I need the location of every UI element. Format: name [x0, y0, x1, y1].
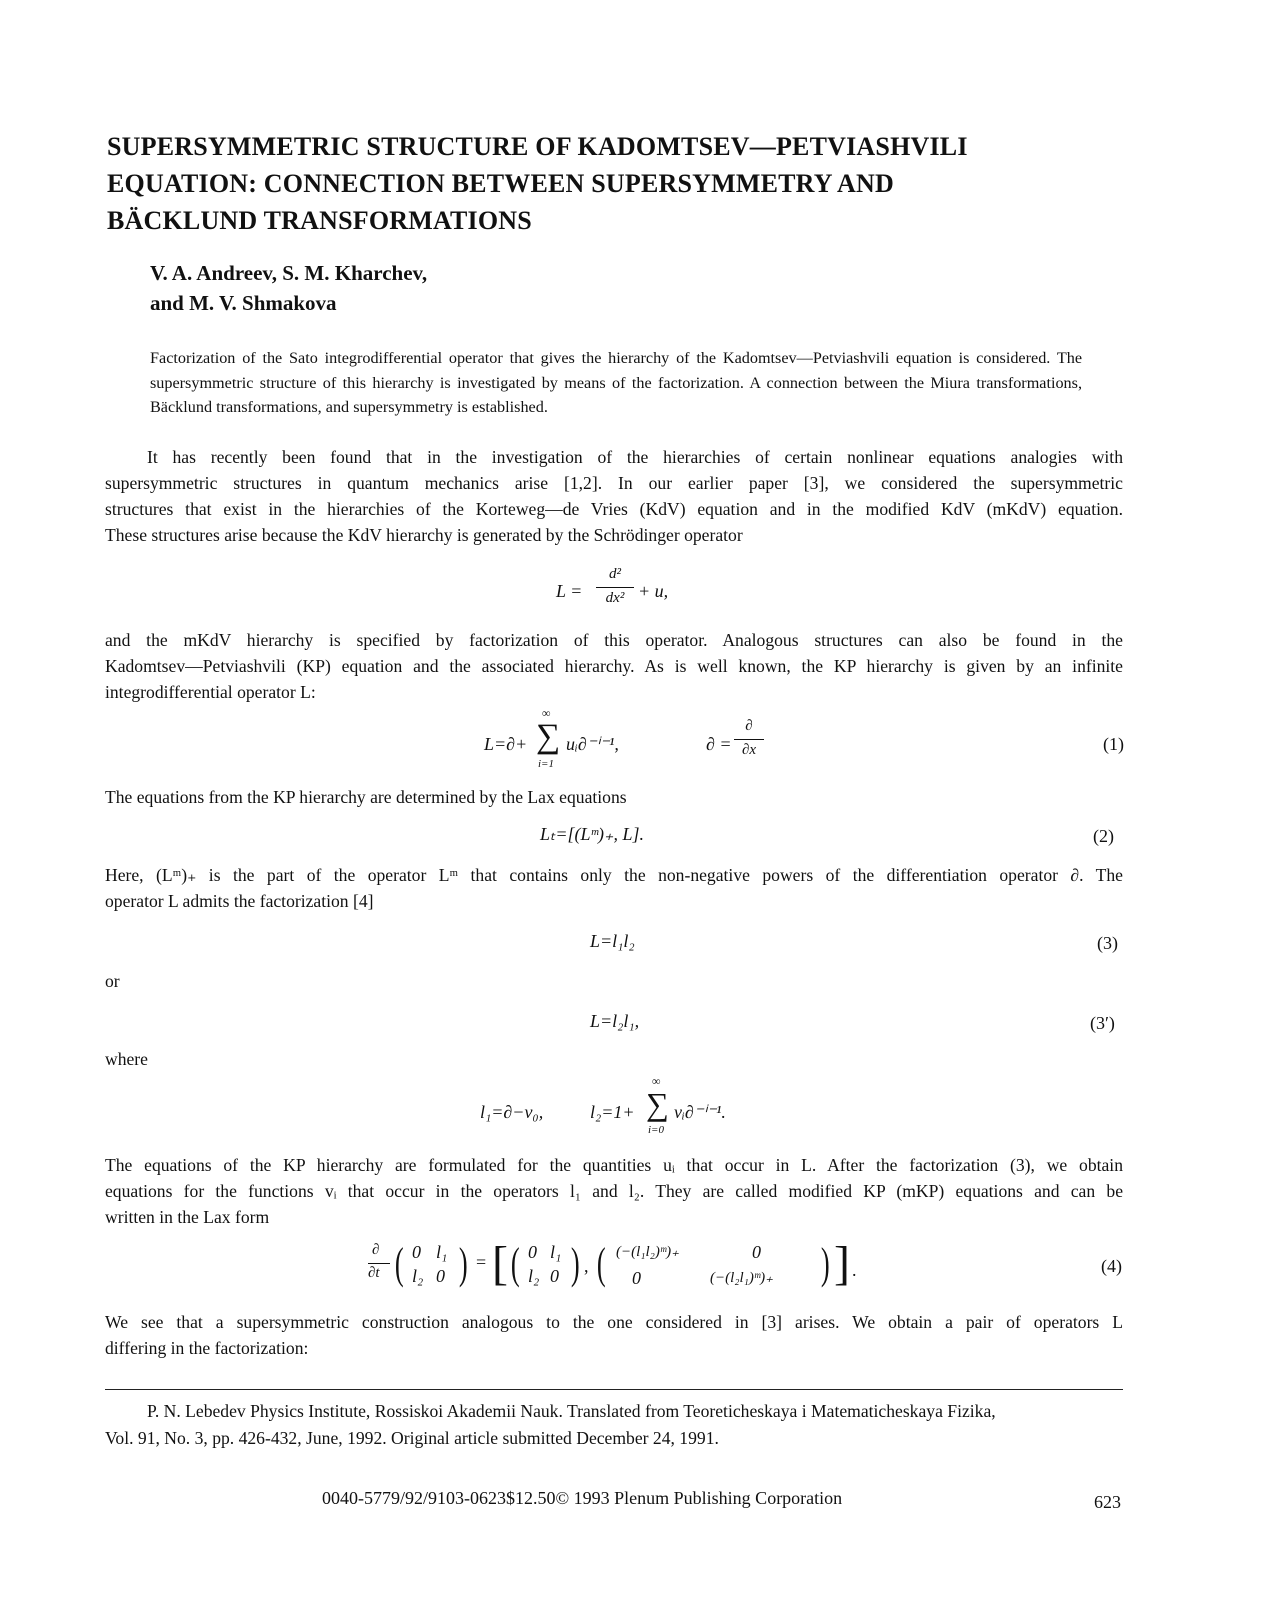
- bracket-right: ]: [834, 1237, 850, 1290]
- fraction-bar: [368, 1263, 390, 1264]
- matrix-cell: 0: [632, 1268, 641, 1288]
- text-line: written in the Lax form: [105, 1207, 270, 1227]
- bracket-left: [: [492, 1237, 508, 1290]
- equation-1: [484, 706, 1124, 776]
- matrix-cell: 0: [550, 1266, 559, 1286]
- authors-line: V. A. Andreev, S. M. Kharchev,: [150, 261, 428, 285]
- page-number: 623: [1094, 1492, 1121, 1512]
- text-line: Kadomtsev—Petviashvili (KP) equation and the associated hierarchy. As is well known, the KP hierarchy is given by an infinite: [105, 656, 1123, 676]
- text-line: equations for the functions vᵢ that occur in the operators l₁ and l₂. They are called modified KP (mKP) equations and can be: [105, 1181, 1123, 1201]
- copyright-line: 0040-5779/92/9103-0623$12.50© 1993 Plenum Publishing Corporation: [322, 1488, 843, 1508]
- text-line: operator L admits the factorization [4]: [105, 891, 374, 911]
- footnote-line: P. N. Lebedev Physics Institute, Rossiskoi Akademii Nauk. Translated from Teoreticheskaya i Matematicheskaya Fizika,: [147, 1401, 996, 1421]
- abstract: Factorization of the Sato integrodifferential operator that gives the hierarchy of the Kadomtsev—Petviashvili equation is considered. The supersymmetric structure of this hierarchy is investigated by means of the factorization. A connection between the Miura transformations, Bäcklund transformations, and supersymmetry is established.: [150, 349, 1082, 416]
- eq-numerator: d²: [609, 566, 621, 582]
- equation-l-definitions: [480, 1074, 800, 1142]
- text-line: We see that a supersymmetric construction analogous to the one considered in [3] arises. We obtain a pair of operators L: [105, 1312, 1123, 1332]
- matrix-cell: 0: [412, 1242, 421, 1262]
- eq-l2-lhs: l₂=1+: [590, 1102, 635, 1122]
- matrix-cell: 0: [752, 1242, 761, 1262]
- equation-2-lhs: Lₜ=[(Lᵐ)₊, L].: [540, 824, 644, 844]
- equation-number: (3′): [1090, 1013, 1115, 1033]
- eq-term: vᵢ∂⁻ⁱ⁻¹.: [674, 1102, 726, 1122]
- paren-right: ): [820, 1239, 830, 1288]
- paragraph-here: [105, 862, 1123, 914]
- where-label: [105, 1046, 225, 1072]
- eq-numerator: ∂: [745, 718, 753, 734]
- eq-denominator: ∂t: [368, 1265, 380, 1281]
- equation-number: (1): [1103, 734, 1124, 754]
- text-line: and the mKdV hierarchy is specified by factorization of this operator. Analogous structures can also be found in the: [105, 630, 1123, 650]
- paragraph-intro: [105, 444, 1123, 548]
- title-line: SUPERSYMMETRIC STRUCTURE OF KADOMTSEV—PETVIASHVILI: [107, 132, 968, 161]
- text-line: integrodifferential operator L:: [105, 682, 316, 702]
- eq-rhs: + u,: [638, 581, 669, 601]
- title-line: EQUATION: CONNECTION BETWEEN SUPERSYMMETRY AND: [107, 169, 894, 198]
- sum-lower: i=1: [538, 758, 554, 770]
- equation-number: (3): [1097, 933, 1118, 953]
- equation-3: L=l₁l₂: [590, 931, 635, 951]
- sum-symbol: ∑: [536, 718, 561, 755]
- matrix-cell: l₁: [436, 1242, 448, 1262]
- footnote-divider: [105, 1389, 1123, 1390]
- sum-symbol: ∑: [646, 1086, 669, 1122]
- title-line: BÄCKLUND TRANSFORMATIONS: [107, 206, 532, 235]
- text-line: Here, (Lᵐ)₊ is the part of the operator Lᵐ that contains only the non-negative powers of the differentiation operator ∂. The: [105, 865, 1123, 885]
- matrix-cell: l₂: [528, 1266, 540, 1286]
- or-label: [105, 968, 205, 994]
- text-line: where: [105, 1049, 148, 1069]
- text-line: structures that exist in the hierarchies of the Korteweg—de Vries (KdV) equation and in the modified KdV (mKdV) equation.: [105, 499, 1123, 519]
- paragraph-susy: [105, 1309, 1123, 1361]
- fraction-bar: [596, 587, 634, 588]
- article-title: [107, 128, 1107, 239]
- comma: ,: [584, 1256, 589, 1276]
- footnote-line: Vol. 91, No. 3, pp. 426-432, June, 1992. Original article submitted December 24, 1991.: [105, 1428, 719, 1448]
- eq-lhs: L=∂+: [484, 734, 528, 754]
- eq-numerator: ∂: [372, 1242, 380, 1258]
- equation-number: (4): [1101, 1256, 1122, 1276]
- paragraph-mkp: [105, 1152, 1123, 1230]
- paren-right: ): [458, 1239, 468, 1288]
- matrix-cell: 0: [528, 1242, 537, 1262]
- paren-right: ): [570, 1239, 580, 1288]
- text-line: differing in the factorization:: [105, 1338, 309, 1358]
- text-line: The equations from the KP hierarchy are determined by the Lax equations: [105, 787, 627, 807]
- text-line: supersymmetric structures in quantum mechanics arise [1,2]. In our earlier paper [3], we considered the supersymmetric: [105, 473, 1123, 493]
- paragraph-lax: [105, 784, 1123, 810]
- paren-left: (: [596, 1239, 606, 1288]
- text-line: The equations of the KP hierarchy are formulated for the quantities uᵢ that occur in L. After the factorization (3), we obtain: [105, 1155, 1123, 1175]
- sum-lower: i=0: [648, 1124, 664, 1136]
- eq-denominator: dx²: [605, 590, 625, 606]
- fraction-bar: [734, 739, 764, 740]
- matrix-cell: 0: [436, 1266, 445, 1286]
- equals-sign: =: [476, 1252, 487, 1272]
- sum-upper: ∞: [652, 1074, 661, 1088]
- text-line: It has recently been found that in the investigation of the hierarchies of certain nonlinear equations analogies with: [147, 447, 1123, 467]
- eq-denominator: ∂x: [741, 742, 757, 758]
- sum-upper: ∞: [542, 706, 551, 720]
- equation-3-prime: L=l₂l₁,: [590, 1011, 640, 1031]
- authors-line: and M. V. Shmakova: [150, 291, 337, 315]
- authors: [150, 258, 427, 318]
- eq-def-lhs: ∂ =: [706, 734, 732, 754]
- paren-left: (: [394, 1239, 404, 1288]
- paren-left: (: [510, 1239, 520, 1288]
- period: .: [852, 1260, 857, 1280]
- matrix-cell: l₁: [550, 1242, 562, 1262]
- equation-number: (2): [1093, 826, 1114, 846]
- eq-lhs: L =: [556, 581, 583, 601]
- paragraph-kp: [105, 627, 1123, 705]
- text-line: These structures arise because the KdV hierarchy is generated by the Schrödinger operator: [105, 525, 743, 545]
- equation-4: [368, 1238, 1124, 1298]
- eq-term: uᵢ∂⁻ⁱ⁻¹,: [566, 734, 619, 754]
- footnote: [105, 1398, 1123, 1452]
- matrix-cell: (−(l₁l₂)ᵐ)₊: [616, 1244, 680, 1260]
- text-line: or: [105, 971, 120, 991]
- eq-l1: l₁=∂−v₀,: [480, 1102, 544, 1122]
- matrix-cell: l₂: [412, 1266, 424, 1286]
- matrix-cell: (−(l₂l₁)ᵐ)₊: [710, 1270, 774, 1286]
